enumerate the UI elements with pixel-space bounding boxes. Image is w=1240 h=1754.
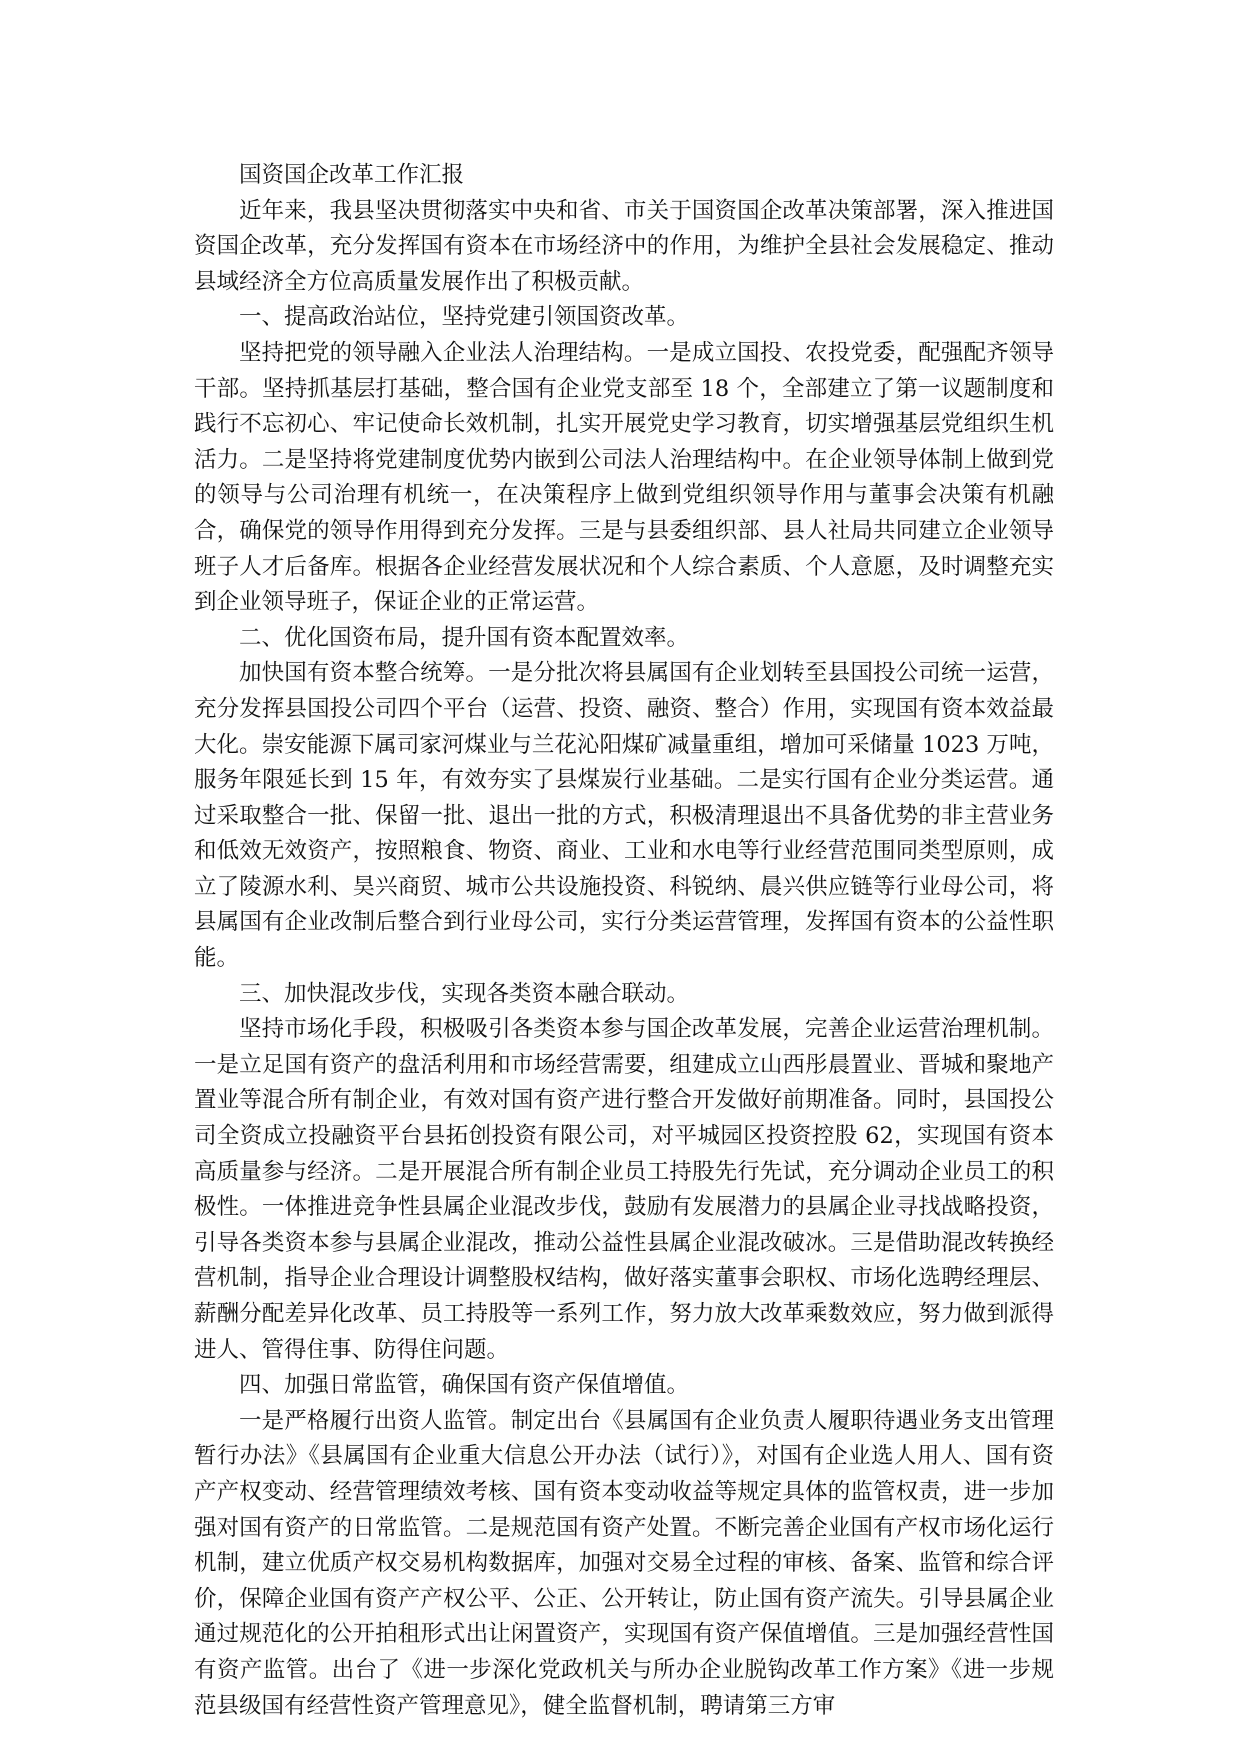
section-heading-2: 二、优化国资布局，提升国有资本配置效率。 — [239, 624, 690, 651]
section-heading-3: 三、加快混改步伐，实现各类资本融合联动。 — [239, 980, 690, 1007]
section-heading-4: 四、加强日常监管，确保国有资产保值增值。 — [239, 1372, 690, 1399]
paragraph-section-4: 一是严格履行出资人监管。制定出台《县属国有企业负责人履职待遇业务支出管理暂行办法》《县属国有企业重大信息公开办法（试行）》，对国有企业选人用人、国有资产产权变动、经营管理绩效考核、国有资本变动收益等规定具体的监管权责，进一步加强对国有资产的日常监管。二是规范国有资产处置。不断完善企业国有产权市场化运行机制，建立优质产权交易机构数据库，加强对交易全过程的审核、备案、监管和综合评价，保障企业国有资产产权公平、公正、公开转让，防止国有资产流失。引导县属企业通过规范化的公开拍租形式出让闲置资产，实现国有资产保值增值。三是加强经营性国有资产监管。出台了《进一步深化党政机关与所办企业脱钩改革工作方案》《进一步规范县级国有经营性资产管理意见》，健全监督机制，聘请第三方审 — [194, 1407, 1054, 1719]
paragraph-section-2: 加快国有资本整合统筹。一是分批次将县属国有企业划转至县国投公司统一运营，充分发挥县国投公司四个平台（运营、投资、融资、整合）作用，实现国有资本效益最大化。崇安能源下属司家河煤业与兰花沁阳煤矿减量重组，增加可采储量 1023 万吨，服务年限延长到 15 年，有效夯实了县煤炭行业基础。二是实行国有企业分类运营。通过采取整合一批、保留一批、退出一批的方式，积极清理退出不具备优势的非主营业务和低效无效资产，按照粮食、物资、商业、工业和水电等行业经营范围同类型原则，成立了陵源水利、昊兴商贸、城市公共设施投资、科锐纳、晨兴供应链等行业母公司，将县属国有企业改制后整合到行业母公司，实行分类运营管理，发挥国有资本的公益性职能。 — [194, 660, 1054, 972]
document-page — [194, 158, 1054, 1724]
section-heading-1: 一、提高政治站位，坚持党建引领国资改革。 — [239, 304, 690, 331]
paragraph-intro: 近年来，我县坚决贯彻落实中央和省、市关于国资国企改革决策部署，深入推进国资国企改革，充分发挥国有资本在市场经济中的作用，为维护全县社会发展稳定、推动县域经济全方位高质量发展作出了积极贡献。 — [194, 197, 1054, 295]
paragraph-section-3: 坚持市场化手段，积极吸引各类资本参与国企改革发展，完善企业运营治理机制。一是立足国有资产的盘活利用和市场经营需要，组建成立山西彤晨置业、晋城和聚地产置业等混合所有制企业，有效对国有资产进行整合开发做好前期准备。同时，县国投公司全资成立投融资平台县拓创投资有限公司，对平城园区投资控股 62，实现国有资本高质量参与经济。二是开展混合所有制企业员工持股先行先试，充分调动企业员工的积极性。一体推进竞争性县属企业混改步伐，鼓励有发展潜力的县属企业寻找战略投资，引导各类资本参与县属企业混改，推动公益性县属企业混改破冰。三是借助混改转换经营机制，指导企业合理设计调整股权结构，做好落实董事会职权、市场化选聘经理层、薪酬分配差异化改革、员工持股等一系列工作，努力放大改革乘数效应，努力做到派得进人、管得住事、防得住问题。 — [194, 1016, 1054, 1363]
paragraph-section-1: 坚持把党的领导融入企业法人治理结构。一是成立国投、农投党委，配强配齐领导干部。坚持抓基层打基础，整合国有企业党支部至 18 个，全部建立了第一议题制度和践行不忘初心、牢记使命长效机制，扎实开展党史学习教育，切实增强基层党组织生机活力。二是坚持将党建制度优势内嵌到公司法人治理结构中。在企业领导体制上做到党的领导与公司治理有机统一，在决策程序上做到党组织领导作用与董事会决策有机融合，确保党的领导作用得到充分发挥。三是与县委组织部、县人社局共同建立企业领导班子人才后备库。根据各企业经营发展状况和个人综合素质、个人意愿，及时调整充实到企业领导班子，保证企业的正常运营。 — [194, 339, 1054, 616]
document-title: 国资国企改革工作汇报 — [239, 162, 465, 188]
